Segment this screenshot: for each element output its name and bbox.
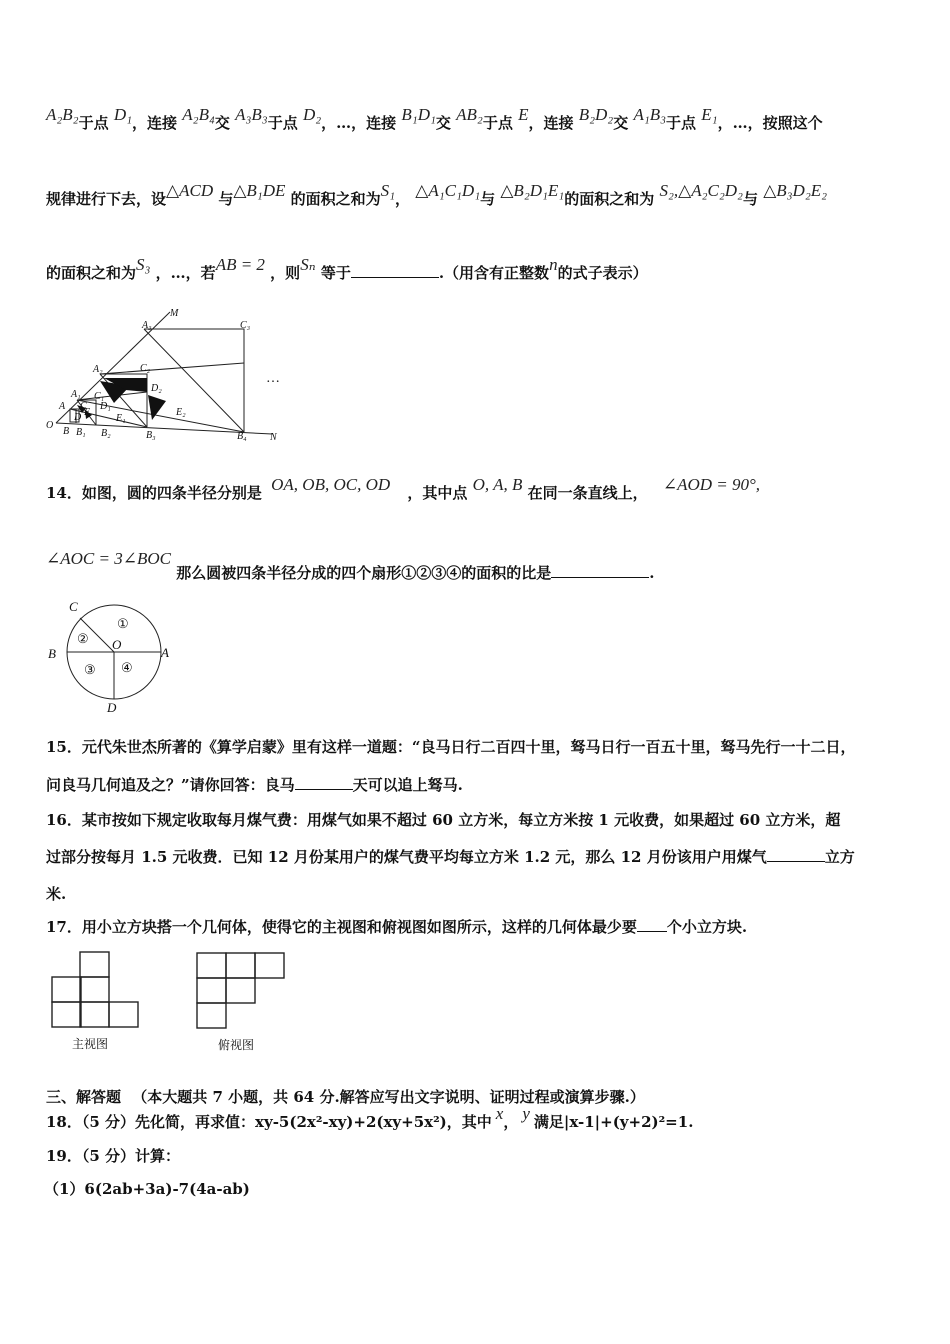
sector-1: ① [117, 616, 129, 631]
sector-3: ③ [84, 662, 96, 677]
top-view-caption: 俯视图 [218, 1038, 255, 1052]
label-D: D [107, 700, 117, 715]
label-D2: D₂ [151, 383, 162, 394]
q13-figure [40, 302, 300, 447]
q14-answer-blank[interactable] [551, 563, 649, 578]
label-B2: B₂ [101, 428, 111, 439]
q17-line: 17．用小立方块搭一个几何体，使得它的主视图和俯视图如图所示，这样的几何体最少要 个小立方块. [46, 918, 748, 936]
label-E1: E₁ [116, 413, 126, 424]
label-A1: A₁ [71, 389, 81, 400]
q14-line-2: ∠AOC = 3∠BOC 那么圆被四条半径分成的四个扇形①②③④的面积的比是 . [46, 549, 655, 582]
q15-line-1: 15．元代朱世杰所著的《算学启蒙》里有这样一道题：“良马日行二百四十里，驽马日行一百五十里，驽马先行一十二日， [46, 738, 856, 756]
q13-line-1: A₂B₂于点 D₁，连接 A₂B₄交 A₃B₃于点 D₂，…，连接 B₁D₁交 AB₂于点 E，连接 B₂D₂交 A₁B₃于点 E₁，…，按照这个 [46, 105, 823, 132]
q19-item-1: （1）6(2ab+3a)-7(4a-ab) [44, 1180, 250, 1198]
label-C2: C₂ [140, 363, 151, 374]
q18-line: 18．（5 分）先化简，再求值：xy-5(2x²-xy)+2(xy+5x²)，其中 x， y 满足|x-1|+(y+2)²=1. [46, 1104, 694, 1131]
label-C3: C₃ [240, 320, 251, 331]
label-C: C [69, 599, 78, 614]
q16-line-3: 米. [46, 885, 67, 903]
section3-heading [46, 1086, 645, 1107]
sector-4: ④ [121, 660, 133, 675]
q13-answer-blank[interactable] [351, 263, 439, 278]
label-A3: A₃ [142, 320, 152, 331]
q13-line-2: 规律进行下去，设△ACD 与△B₁DE 的面积之和为S₁， △A₁C₁D₁与 △B₂D₁E₁的面积之和为 S₂,△A₂C₂D₂与 △B₃D₂E₂ [46, 181, 828, 208]
q17-front-view [50, 950, 142, 1030]
ellipsis: … [266, 371, 280, 386]
q16-line-2: 过部分按每月 1.5 元收费．已知 12 月份某用户的煤气费平均每立方米 1.2 元，那么 12 月份该用户用煤气 立方 [46, 848, 855, 866]
label-A: A [161, 645, 169, 660]
label-A2: A₂ [93, 364, 103, 375]
label-A: A [59, 401, 66, 412]
label-B1: B₁ [76, 427, 86, 438]
q19-title: 19．（5 分）计算： [46, 1147, 181, 1165]
label-B: B [63, 426, 70, 437]
label-B4: B₄ [237, 431, 247, 442]
q17-answer-blank[interactable] [637, 917, 667, 932]
label-M: M [170, 308, 179, 319]
label-C: C [80, 401, 87, 412]
label-E: E [84, 407, 91, 418]
q16-answer-blank[interactable] [767, 847, 825, 862]
label-D: D [74, 412, 82, 423]
q16-line-1: 16．某市按如下规定收取每月煤气费：用煤气如果不超过 60 立方米，每立方米按 1 元收费，如果超过 60 立方米，超 [46, 811, 841, 829]
q13-line-3: 的面积之和为S₃ ，…，若AB = 2 ，则Sₙ 等于 .（用含有正整数n的式子表示） [46, 255, 648, 282]
sector-2: ② [77, 631, 89, 646]
q14-line-1: 14．如图，圆的四条半径分别是 OA, OB, OC, OD ，其中点 O, A, B 在同一条直线上， ∠AOD = 90°, [46, 475, 761, 502]
label-D1: D₁ [100, 401, 111, 412]
q15-answer-blank[interactable] [295, 775, 353, 790]
label-O: O [112, 637, 122, 652]
label-O: O [46, 420, 54, 431]
label-B3: B₃ [146, 430, 156, 441]
q15-line-2: 问良马几何追及之？”请你回答：良马 天可以追上驽马. [46, 776, 463, 794]
label-E2: E₂ [176, 407, 186, 418]
label-N: N [270, 432, 277, 443]
front-view-caption: 主视图 [72, 1037, 109, 1051]
q17-top-view [194, 950, 288, 1030]
label-B: B [48, 646, 56, 661]
q14-figure [44, 596, 184, 718]
section3-note: （本大题共 7 小题，共 64 分.解答应写出文字说明、证明过程或演算步骤.） [132, 1088, 645, 1106]
section3-title: 三、解答题 [46, 1088, 122, 1106]
label-C1: C₁ [94, 391, 105, 402]
